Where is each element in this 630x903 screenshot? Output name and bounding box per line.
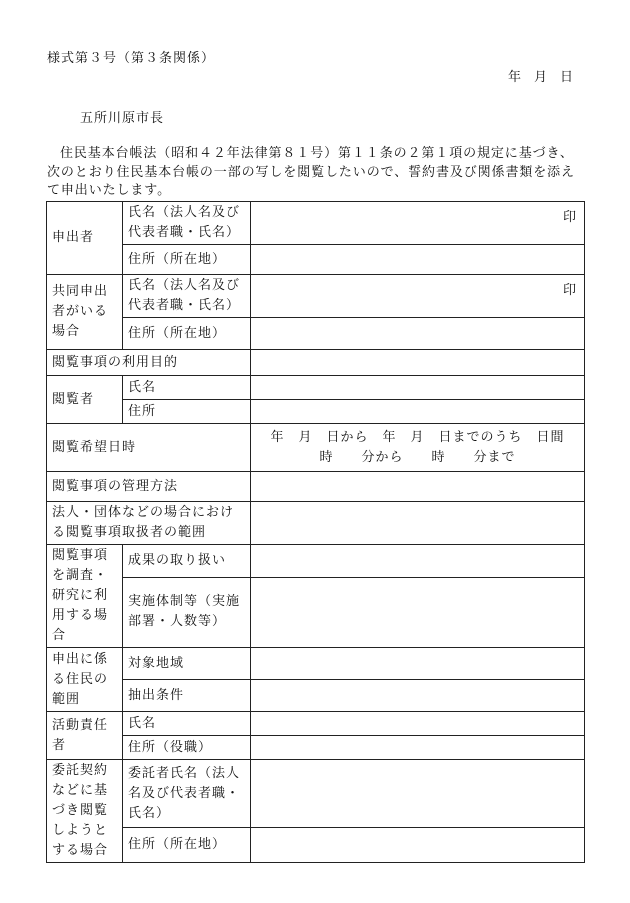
co-address-label: 住所（所在地） xyxy=(123,318,251,350)
co-applicant-address-field[interactable] xyxy=(251,318,585,350)
viewer-label: 閲覧者 xyxy=(47,376,123,424)
schedule-label: 閲覧希望日時 xyxy=(47,424,251,472)
responsible-name-field[interactable] xyxy=(251,712,585,736)
schedule-field[interactable] xyxy=(251,424,585,472)
extraction-label: 抽出条件 xyxy=(123,680,251,712)
research-results-row xyxy=(47,545,585,578)
structure-field[interactable] xyxy=(251,577,585,647)
applicant-label: 申出者 xyxy=(47,202,123,275)
schedule-row xyxy=(47,424,585,472)
research-label: 閲覧事項を調査・研究に利用する場合 xyxy=(47,545,123,648)
contractor-name-row xyxy=(47,760,585,828)
target-area-row xyxy=(47,648,585,680)
applicant-address-row xyxy=(47,245,585,275)
application-table xyxy=(46,201,585,863)
management-field[interactable] xyxy=(251,472,585,502)
viewer-name-field[interactable] xyxy=(251,376,585,400)
schedule-days: 年 月 日から 年 月 日までのうち 日間 xyxy=(270,429,565,445)
handlers-label: 法人・団体などの場合における閲覧事項取扱者の範囲 xyxy=(47,502,251,545)
viewer-address-label: 住所 xyxy=(123,400,251,424)
contractor-name-label: 委託者氏名（法人名及び代表者職・氏名） xyxy=(123,760,251,828)
viewer-name-label: 氏名 xyxy=(123,376,251,400)
purpose-row xyxy=(47,350,585,376)
co-name-label: 氏名（法人名及び代表者職・氏名） xyxy=(123,275,251,318)
co-applicant-address-row xyxy=(47,318,585,350)
responsible-label: 活動責任者 xyxy=(47,712,123,760)
management-label: 閲覧事項の管理方法 xyxy=(47,472,251,502)
co-seal-mark: 印 xyxy=(563,283,578,298)
applicant-address-field[interactable] xyxy=(251,245,585,275)
co-applicant-name-row xyxy=(47,275,585,318)
responsible-address-label: 住所（役職） xyxy=(123,736,251,760)
contractor-address-field[interactable] xyxy=(251,828,585,863)
co-applicant-label: 共同申出者がいる場合 xyxy=(47,275,123,350)
management-row xyxy=(47,472,585,502)
extraction-field[interactable] xyxy=(251,680,585,712)
responsible-name-row xyxy=(47,712,585,736)
addressee: 五所川原市長 xyxy=(80,111,165,126)
responsible-name-label: 氏名 xyxy=(123,712,251,736)
date-line: 年 月 日 xyxy=(508,70,574,85)
seal-mark: 印 xyxy=(563,210,578,225)
handlers-row xyxy=(47,502,585,545)
co-applicant-name-field[interactable] xyxy=(251,275,585,318)
handlers-field[interactable] xyxy=(251,502,585,545)
responsible-address-row xyxy=(47,736,585,760)
purpose-field[interactable] xyxy=(251,350,585,376)
contract-label: 委託契約などに基づき閲覧しようとする場合 xyxy=(47,760,123,863)
contractor-address-row xyxy=(47,828,585,863)
form-number: 様式第３号（第３条関係） xyxy=(47,51,216,66)
viewer-name-row xyxy=(47,376,585,400)
applicant-name-field[interactable] xyxy=(251,202,585,245)
viewer-address-row xyxy=(47,400,585,424)
research-structure-row xyxy=(47,577,585,647)
viewer-address-field[interactable] xyxy=(251,400,585,424)
applicant-name-row xyxy=(47,202,585,245)
results-label: 成果の取り扱い xyxy=(123,545,251,578)
structure-label: 実施体制等（実施部署・人数等） xyxy=(123,577,251,647)
target-area-field[interactable] xyxy=(251,648,585,680)
results-field[interactable] xyxy=(251,545,585,578)
purpose-label: 閲覧事項の利用目的 xyxy=(47,350,251,376)
responsible-address-field[interactable] xyxy=(251,736,585,760)
name-label: 氏名（法人名及び代表者職・氏名） xyxy=(123,202,251,245)
contractor-name-field[interactable] xyxy=(251,760,585,828)
address-label: 住所（所在地） xyxy=(123,245,251,275)
contractor-address-label: 住所（所在地） xyxy=(123,828,251,863)
target-area-label: 対象地域 xyxy=(123,648,251,680)
intro-text: 住民基本台帳法（昭和４２年法律第８１号）第１１条の２第１項の規定に基づき、次のとおり住民基本台帳の一部の写しを閲覧したいので、誓約書及び関係書類を添えて申出いたします。 xyxy=(47,146,575,198)
extraction-row xyxy=(47,680,585,712)
residents-scope-label: 申出に係る住民の範囲 xyxy=(47,648,123,712)
schedule-hours: 時 分から 時 分まで xyxy=(319,449,516,465)
